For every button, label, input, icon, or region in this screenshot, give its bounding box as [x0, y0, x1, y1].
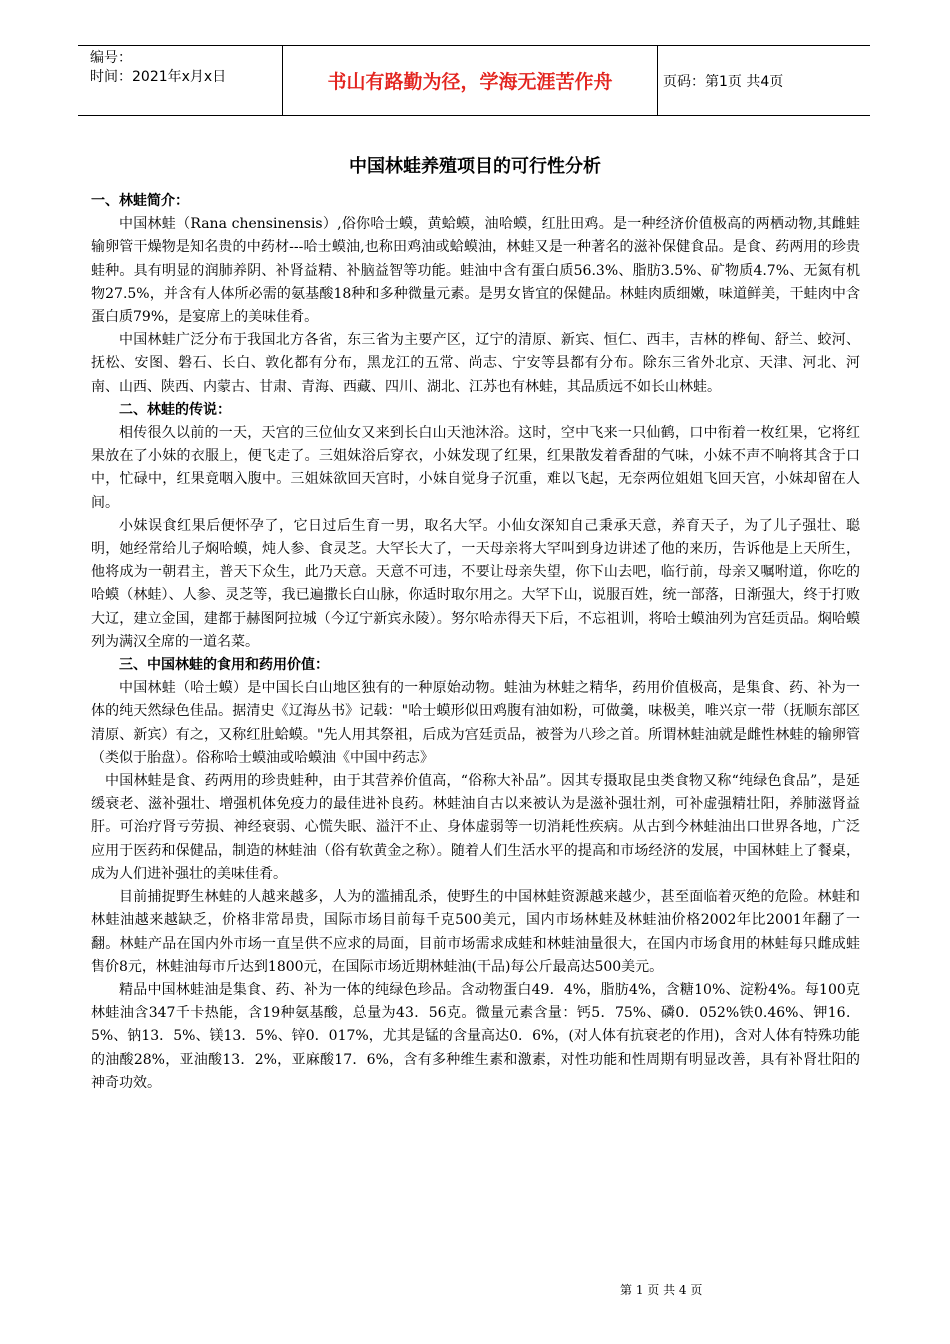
paragraph: 中国林蛙（哈士蟆）是中国长白山地区独有的一种原始动物。蛙油为林蛙之精华，药用价值极高，是集食、药、补为一体的纯天然绿色佳品。据清史《辽海丛书》记载："哈士蟆形似田鸡腹有油如粉，可做羹，味极美，唯兴京一带（抚顺东部区清原、新宾）有之，又称红肚蛤蟆。"先人用其祭祖，后成为宫廷贡品，被誉为八珍之首。所谓林蛙油就是雌性林蛙的输卵管（类似于胎盘）。俗称哈士蟆油或哈蟆油《中国中药志》 [91, 680, 860, 766]
section-heading-value: 三、中国林蛙的食用和药用价值： [119, 657, 329, 674]
document-number-label: 编号： [90, 50, 132, 66]
paragraph: 中国林蛙（Rana chensinensis）,俗你哈士蟆，黄蛤蟆，油哈蟆，红肚田鸡。是一种经济价值极高的两栖动物,其雌蛙输卵管干燥物是知名贵的中药材---哈士蟆油,也称田鸡油或蛤蟆油，林蛙又是一种著名的滋补保健食品。是食、药两用的珍贵蛙种。具有明显的润肺养阴、补肾益精、补脑益智等功能。蛙油中含有蛋白质56.3%、脂肪3.5%、矿物质4.7%、无氮有机物27.5%，并含有人体所必需的氨基酸18种和多种微量元素。是男女皆宜的保健品。林蛙肉质细嫩，味道鲜美，干蛙肉中含蛋白质79%，是宴席上的美味佳肴。 [91, 216, 860, 326]
paragraph: 精品中国林蛙油是集食、药、补为一体的纯绿色珍品。含动物蛋白49．4%，脂肪4%，含糖10%、淀粉4%。每100克林蛙油含347千卡热能，含19种氨基酸，总量为43．56克。微量元素含量：钙5．75%、磷0．052%铁0.46%、钾16．5%、钠13．5%、镁13．5%、锌0．017%，尤其是锰的含量高达0．6%，(对人体有抗衰老的作用)，含对人体有特殊功能的油酸28%，亚油酸13．2%，亚麻酸17．6%，含有多种维生素和激素，对性功能和性周期有明显改善，具有补肾壮阳的神奇功效。 [91, 981, 860, 1091]
paragraph: 中国林蛙是食、药两用的珍贵蛙种，由于其营养价值高，“俗称大补品”。因其专摄取昆虫类食物又称“纯绿色食品”，是延缓衰老、滋补强壮、增强机体免疫力的最佳进补良药。林蛙油自古以来被认为是滋补强壮剂，可补虚强精壮阳，养肺滋肾益肝。可治疗肾亏劳损、神经衰弱、心慌失眠、溢汗不止、身体虚弱等一切消耗性疾病。从古到今林蛙油出口世界各地，广泛应用于医药和保健品，制造的林蛙油（俗有软黄金之称）。随着人们生活水平的提高和市场经济的发展，中国林蛙上了餐桌，成为人们进补强壮的美味佳肴。 [91, 773, 860, 882]
paragraph: 目前捕捉野生林蛙的人越来越多，人为的滥捕乱杀，使野生的中国林蛙资源越来越少，甚至面临着灭绝的危险。林蛙和林蛙油越来越缺乏，价格非常昂贵，国际市场目前每千克500美元，国内市场林蛙及林蛙油价格2002年比2001年翻了一翻。林蛙产品在国内外市场一直呈供不应求的局面，目前市场需求成蛙和林蛙油量很大，在国内市场食用的林蛙每只雌成蛙售价8元，林蛙油每市斤达到1800元，在国际市场近期林蛙油(干品)每公斤最高达500美元。 [91, 889, 860, 975]
section-heading-intro: 一、林蛙简介： [91, 193, 189, 209]
header-page-info: 页码：第1页 共4页 [663, 73, 784, 90]
page-footer: 第 1 页 共 4 页 [620, 1283, 703, 1297]
page-header [78, 45, 870, 116]
paragraph: 中国林蛙广泛分布于我国北方各省，东三省为主要产区，辽宁的清原、新宾、恒仁、西丰，吉林的桦甸、舒兰、蛟河、抚松、安图、磐石、长白、敦化都有分布，黑龙江的五常、尚志、宁安等县都有分布。除东三省外北京、天津、河北、河南、山西、陕西、内蒙古、甘肃、青海、西藏、四川、湖北、江苏也有林蛙，其品质远不如长山林蛙。 [91, 332, 860, 395]
paragraph: 小妹误食红果后便怀孕了，它日过后生育一男，取名大罕。小仙女深知自己秉承天意，养育天子，为了儿子强壮、聪明，她经常给儿子焖哈蟆，炖人参、食灵芝。大罕长大了，一天母亲将大罕叫到身边讲述了他的来历，告诉他是上天所生，他将成为一朝君主，普天下众生，此乃天意。天意不可违，不要让母亲失望，你下山去吧，临行前，母亲又嘱咐道，你吃的哈蟆（林蛙）、人参、灵芝等，我已遍撒长白山脉，你适时取尔用之。大罕下山，说服百姓，统一部落，日渐强大，终于打败大辽，建立金国，建都于赫图阿拉城（今辽宁新宾永陵）。努尔哈赤得天下后，不忘祖训，将哈士蟆油列为宫廷贡品。焖哈蟆列为满汉全席的一道名菜。 [91, 517, 860, 650]
header-motto-cell [282, 46, 658, 115]
document-body [91, 190, 860, 1095]
paragraph: 相传很久以前的一天，天宫的三位仙女又来到长白山天池沐浴。这时，空中飞来一只仙鹤，口中衔着一枚红果，它将红果放在了小妹的衣服上，便飞走了。三姐妹浴后穿衣，小妹发现了红果，红果散发着香甜的气味，小妹不声不响将其含于口中，忙碌中，红果竟咽入腹中。三姐妹欲回天宫时，小妹自觉身子沉重，难以飞起，无奈两位姐姐飞回天宫，小妹却留在人间。 [91, 425, 860, 511]
header-motto: 书山有路勤为径，学海无涯苦作舟 [327, 71, 613, 93]
document-time-label: 时间：2021年x月x日 [90, 69, 227, 85]
section-heading-legend: 二、林蛙的传说： [119, 401, 231, 418]
document-title: 中国林蛙养殖项目的可行性分析 [349, 156, 601, 177]
header-meta [78, 46, 282, 115]
